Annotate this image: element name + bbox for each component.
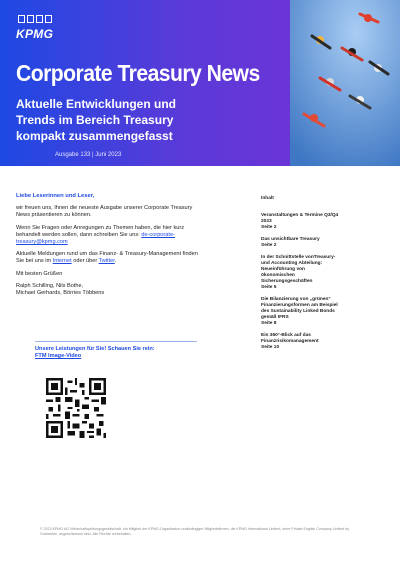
toc-item[interactable]	[261, 333, 339, 351]
letter-paragraph-2	[16, 225, 201, 247]
toc-item-title: Ein 360°-Blick auf das Finanzrisikomanagement	[261, 333, 319, 344]
qr-code[interactable]	[46, 378, 106, 438]
editorial-letter	[16, 193, 201, 302]
page-title: Corporate Treasury News	[16, 60, 260, 86]
toc-item-page: Seite 8	[261, 321, 277, 326]
divider	[35, 341, 197, 342]
page-subtitle: Aktuelle Entwicklungen und Trends im Bereich Treasury kompakt zusammengefasst	[16, 97, 177, 143]
internet-link[interactable]: Internet	[52, 258, 72, 265]
toc-item[interactable]	[261, 237, 339, 249]
greeting: Liebe Leserinnen und Leser,	[16, 193, 95, 199]
closing: Mit besten Grüßen	[16, 270, 63, 277]
toc-item-page: Seite 2	[261, 225, 277, 230]
email-link[interactable]: de-corporate-treasury@kpmg.com	[16, 231, 175, 246]
toc-item-title: Das unsichtbare Treasury	[261, 237, 320, 242]
toc-item-title: Die Bilanzierung von „grünen“ Finanzierungsformen am Beispiel des Sustainability Linked Bonds gemäß IFRS	[261, 297, 338, 320]
kpmg-logo-mark	[18, 15, 52, 23]
toc-item-page: Seite 10	[261, 345, 280, 350]
signers-line-1: Ralph Schilling, Nils Bothe,	[16, 282, 84, 289]
letter-paragraph-3: Aktuelle Meldungen rund um das Finanz- & Treasury-Management finden Sie bei uns im Internet oder über Twitter.	[16, 251, 198, 265]
toc-item-title: Veranstaltungen & Termine Q3/Q4 2023	[261, 213, 339, 224]
toc-item[interactable]	[261, 255, 339, 291]
toc-item-page: Seite 2	[261, 243, 277, 248]
toc-item-page: Seite 5	[261, 285, 277, 290]
signers-line-2: Michael Gerhards, Börries Többens	[16, 290, 105, 297]
toc-item[interactable]	[261, 213, 339, 231]
toc-heading: Inhalt	[261, 196, 274, 201]
skydivers-photo	[290, 0, 400, 166]
toc-item-title: In der Schnittstelle vonTreasury- und Accounting Abteilung: Neueinführung von ökonomischen Sicherungsgeschäften	[261, 255, 336, 284]
services-line-1: Unsere Leistungen für Sie! Schauen Sie rein:	[35, 346, 155, 352]
services-link-block[interactable]	[35, 346, 155, 360]
ftm-image-video-link[interactable]: FTM Image-Video	[35, 353, 82, 359]
header-banner	[0, 0, 400, 166]
letter-paragraph-3-mid: oder über	[73, 258, 98, 265]
letter-paragraph-2-text: Wenn Sie Fragen oder Anregungen zu Themen haben, die hier kurz behandelt werden sollen, dann schreiben Sie uns:	[16, 224, 185, 238]
signers	[16, 283, 201, 297]
toc-item[interactable]	[261, 297, 339, 327]
letter-paragraph-1: wir freuen uns, Ihnen die neueste Ausgabe unserer Corporate Treasury News präsentieren zu können.	[16, 205, 193, 219]
issue-label: Ausgabe 133 | Juni 2023	[55, 152, 122, 158]
kpmg-logo: KPMG	[16, 27, 54, 41]
legal-footer: © 2023 KPMG AG Wirtschaftsprüfungsgesellschaft, ein Mitglied der KPMG-Organisation unabhängiger Mitgliedsfirmen, die KPMG International Limited, einer Private English Company Limited by Guarantee, angeschlossen sind. Alle Rechte vorbehalten.	[40, 527, 350, 536]
letter-paragraph-3-text: Aktuelle Meldungen rund um das Finanz- & Treasury-Management finden Sie bei uns im	[16, 251, 198, 265]
twitter-link[interactable]: Twitter	[98, 258, 115, 265]
table-of-contents	[261, 196, 339, 357]
